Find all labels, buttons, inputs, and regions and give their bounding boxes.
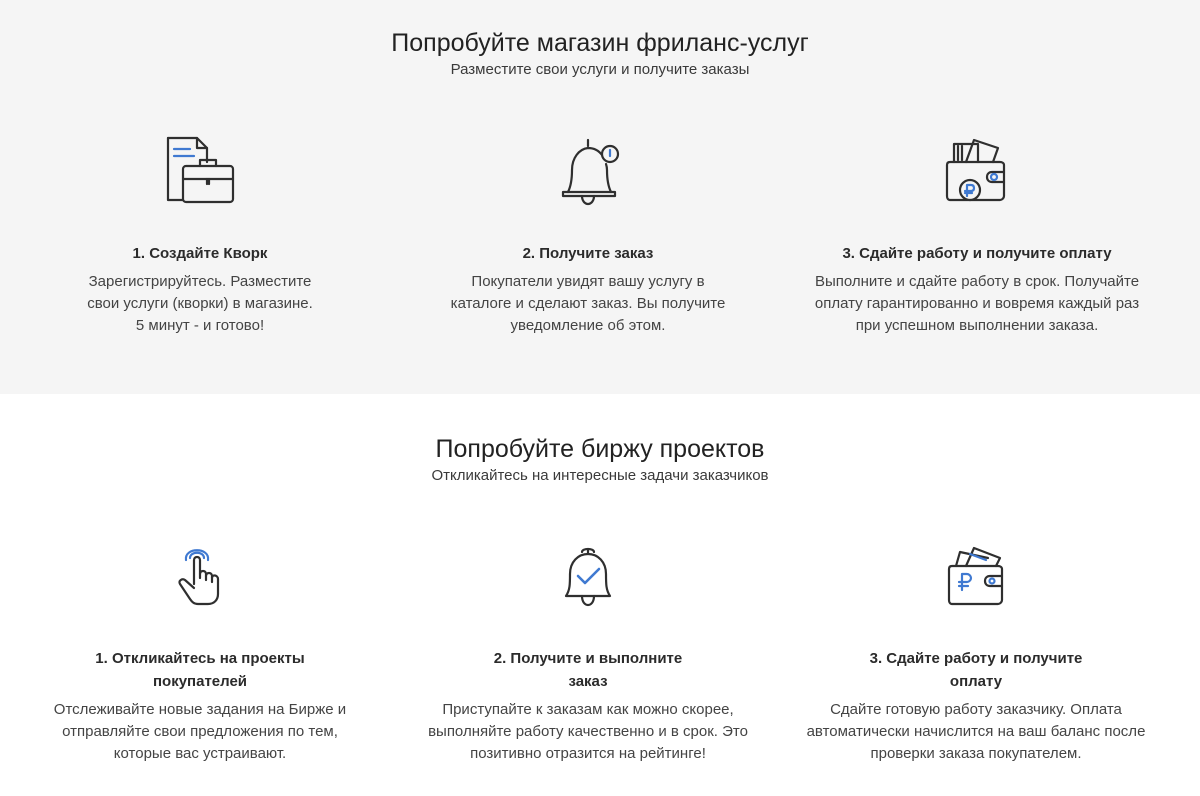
step-description [398, 699, 778, 765]
shop-subtitle: Разместите свои услуги и получите заказы [450, 61, 750, 78]
step-line: отправляйте свои предложения по тем, [62, 723, 338, 740]
hand-tap-icon [170, 544, 230, 608]
step-title: 2. Получите заказ [522, 245, 654, 262]
shop-section [0, 0, 1200, 394]
step-description [10, 699, 390, 765]
step-description [10, 271, 390, 337]
step-line: выполняйте работу качественно и в срок. Это [428, 723, 748, 740]
step-line: Сдайте готовую работу заказчику. Оплата [830, 701, 1122, 718]
step-title-line: оплату [949, 673, 1003, 690]
step-line: позитивно отразится на рейтинге! [470, 745, 706, 762]
exchange-step-2 [398, 544, 778, 765]
step-line: проверки заказа покупателем. [870, 745, 1082, 762]
step-line: 5 минут - и готово! [135, 317, 265, 334]
step-line: свои услуги (кворки) в магазине. [87, 295, 313, 312]
exchange-section [0, 394, 1200, 796]
exchange-step-3 [786, 544, 1166, 765]
step-title: 3. Сдайте работу и получите оплату [842, 245, 1112, 262]
step-line: Приступайте к заказам как можно скорее, [442, 701, 734, 718]
step-line: Отслеживайте новые задания на Бирже и [53, 701, 347, 718]
shop-title: Попробуйте магазин фриланс-услуг [391, 29, 809, 57]
shop-step-1 [10, 134, 390, 337]
exchange-subtitle: Откликайтесь на интересные задачи заказчиков [431, 467, 769, 484]
step-line: при успешном выполнении заказа. [855, 317, 1099, 334]
exchange-step-1 [10, 544, 390, 765]
step-line: которые вас устраивают. [113, 745, 287, 762]
step-description [786, 699, 1166, 765]
step-title-line: 3. Сдайте работу и получите [869, 650, 1083, 667]
step-title-line: покупателей [152, 673, 248, 690]
exchange-title: Попробуйте биржу проектов [435, 435, 765, 463]
step-title-line: 1. Откликайтесь на проекты [95, 650, 305, 667]
step-title [786, 647, 1166, 693]
step-line: Покупатели увидят вашу услугу в [471, 273, 705, 290]
step-title [10, 647, 390, 693]
step-description [398, 271, 778, 337]
step-title-line: 2. Получите и выполните [493, 650, 683, 667]
shop-step-3 [787, 134, 1167, 337]
step-description [787, 271, 1167, 337]
step-title-line: заказ [568, 673, 608, 690]
step-title [398, 647, 778, 693]
step-line: оплату гарантированно и вовремя каждый раз [814, 295, 1140, 312]
briefcase-document-icon [163, 134, 237, 208]
step-line: автоматически начислится на ваш баланс после [806, 723, 1146, 740]
step-line: Зарегистрируйтесь. Разместите [88, 273, 312, 290]
bell-notification-icon [551, 134, 625, 208]
shop-step-2 [398, 134, 778, 337]
step-line: уведомление об этом. [510, 317, 666, 334]
wallet-ruble-icon [940, 134, 1014, 208]
step-title: 1. Создайте Кворк [132, 245, 268, 262]
step-line: каталоге и сделают заказ. Вы получите [450, 295, 726, 312]
bell-check-icon [556, 544, 620, 608]
step-line: Выполните и сдайте работу в срок. Получайте [814, 273, 1140, 290]
wallet-ruble-icon [944, 544, 1008, 608]
